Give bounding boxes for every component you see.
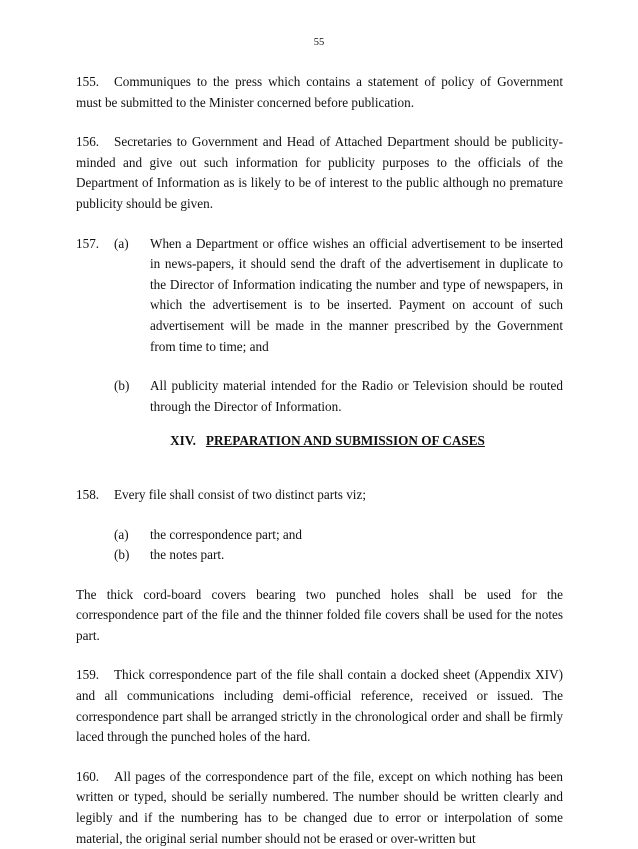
paragraph-number: 159. <box>76 667 100 683</box>
paragraph-number: 155. <box>76 74 100 89</box>
paragraph-155 <box>76 72 563 113</box>
paragraph-157-b <box>76 376 563 417</box>
section-heading <box>92 431 563 452</box>
paragraph-158-a <box>76 525 563 546</box>
paragraph-number: 156. <box>76 134 100 150</box>
paragraph-text: Communiques to the press which contains a statement of policy of Government must be submitted to the Minister concerned before publication. <box>76 74 563 110</box>
item-label: (b) <box>114 547 130 563</box>
item-text: the correspondence part; and <box>150 526 302 542</box>
paragraph-text: Thick correspondence part of the file shall contain a docked sheet (Appendix XIV) and all communications including demi-official reference, received or issued. The correspondence part shall be arranged strictly in the chronological order and shall be firmly laced through the punched holes of the hard. <box>76 667 563 745</box>
paragraph-text: All pages of the correspondence part of the file, except on which nothing has been written or typed, should be serially numbered. The number should be written clearly and legibly and if the numbering has to be changed due to error or interpolation of some material, the original serial number should not be erased or over-written but <box>76 768 563 846</box>
item-text: When a Department or office wishes an official advertisement to be inserted in news-papers, it should send the draft of the advertisement in duplicate to the Director of Information indicating the number and type of newspapers, in which the advertisement is to be inserted. Payment on account of such advertisement will be made in the manner prescribed by the Government from time to time; and <box>150 235 563 354</box>
paragraph-157-a <box>76 234 563 358</box>
paragraph-text: Every file shall consist of two distinct parts viz; <box>114 486 366 502</box>
item-text: All publicity material intended for the Radio or Television should be routed through the Director of Information. <box>150 378 563 414</box>
item-label: (a) <box>114 526 129 542</box>
paragraph-number: 157. <box>76 235 100 251</box>
item-label: (b) <box>114 378 130 394</box>
section-title: PREPARATION AND SUBMISSION OF CASES <box>205 433 485 449</box>
paragraph-158 <box>76 485 563 506</box>
paragraph-159 <box>76 665 563 747</box>
page-number: 55 <box>313 37 325 48</box>
section-number: XIV. <box>170 433 196 449</box>
item-label: (a) <box>114 235 129 251</box>
paragraph-160 <box>76 767 563 849</box>
paragraph-number: 160. <box>76 768 100 784</box>
paragraph-156 <box>76 132 563 214</box>
paragraph-158-b <box>76 545 563 566</box>
item-text: the notes part. <box>150 547 225 563</box>
paragraph-text: Secretaries to Government and Head of Attached Department should be publicity-minded and give out such information for publicity purposes to the officials of the Department of Information as is likely to be of interest to the public although no premature publicity should be given. <box>76 134 563 211</box>
document-body <box>76 72 563 849</box>
paragraph-number: 158. <box>76 486 100 502</box>
paragraph-158-followup: The thick cord-board covers bearing two punched holes shall be used for the correspondence part of the file and the thinner folded file covers shall be used for the notes part. <box>76 586 563 643</box>
